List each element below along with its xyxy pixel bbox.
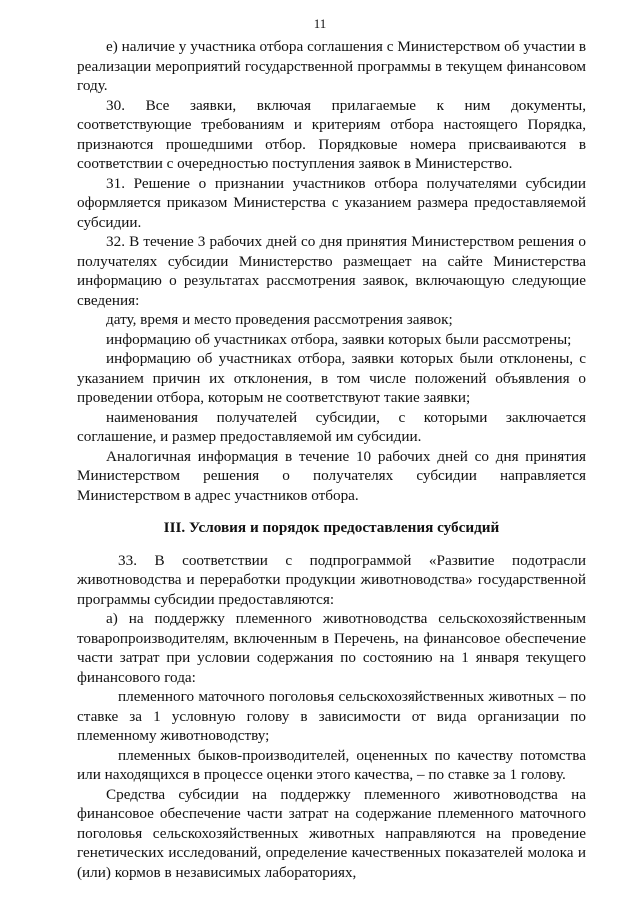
paragraph-30: 30. Все заявки, включая прилагаемые к ним документы, соответствующие требованиям и критериям отбора настоящего Порядка, признаются прошедшими отбор. Порядковые номера присваиваются в соответствии с очередностью поступления заявок в Министерство. — [77, 96, 586, 172]
paragraph-31: 31. Решение о признании участников отбора получателями субсидии оформляется приказом Министерства с указанием размера предоставляемой субсидии. — [77, 174, 586, 231]
paragraph-item-a: а) на поддержку племенного животноводства сельскохозяйственным товаропроизводителям, включенным в Перечень, на финансовое обеспечение части затрат при условии содержания по состоянию на 1 января текущего финансового года: — [77, 610, 586, 686]
paragraph-breeding-bulls: племенных быков-производителей, оцененных по качеству потомства или находящихся в процессе оценки этого качества, – по ставке за 1 голову. — [77, 746, 586, 783]
paragraph-33: 33. В соответствии с подпрограммой «Развитие подотрасли животноводства и переработки продукции животноводства» государственной программы субсидии предоставляются: — [77, 551, 586, 608]
paragraph-similar-info: Аналогичная информация в течение 10 рабочих дней со дня принятия Министерством решения о получателях субсидии направляется Министерством в адрес участников отбора. — [77, 447, 586, 504]
paragraph-breeding-stock: племенного маточного поголовья сельскохозяйственных животных – по ставке за 1 условную голову в зависимости от вида организации по племенному животноводству; — [77, 688, 586, 744]
paragraph-32: 32. В течение 3 рабочих дней со дня принятия Министерством решения о получателях субсидии Министерство размещает на сайте Министерства информацию о результатах рассмотрения заявок, включающую следующие сведения: — [77, 233, 586, 309]
paragraph-item-e: е) наличие у участника отбора соглашения с Министерством об участии в реализации мероприятий государственной программы в текущем финансовом году. — [77, 38, 586, 94]
list-item-reviewed: информацию об участниках отбора, заявки которых были рассмотрены; — [106, 330, 572, 348]
list-item-date: дату, время и место проведения рассмотрения заявок; — [106, 311, 453, 328]
paragraph-subsidy-funds: Средства субсидии на поддержку племенного животноводства на финансовое обеспечение части затрат на содержание племенного маточного поголовья сельскохозяйственных животных направляются на проведение генетических исследований, определение качественных показателей молока и (или) кормов в независимых лабораториях, — [77, 785, 586, 881]
list-item-rejected: информацию об участниках отбора, заявки которых были отклонены, с указанием причин их отклонения, в том числе положений объявления о проведении отбора, которым не соответствуют такие заявки; — [77, 350, 586, 406]
section-heading: III. Условия и порядок предоставления субсидий — [163, 519, 500, 536]
document-body — [77, 37, 586, 882]
page-number: 11 — [313, 16, 327, 31]
list-item-recipients: наименования получателей субсидии, с которыми заключается соглашение, и размер предоставляемой им субсидии. — [77, 408, 586, 445]
